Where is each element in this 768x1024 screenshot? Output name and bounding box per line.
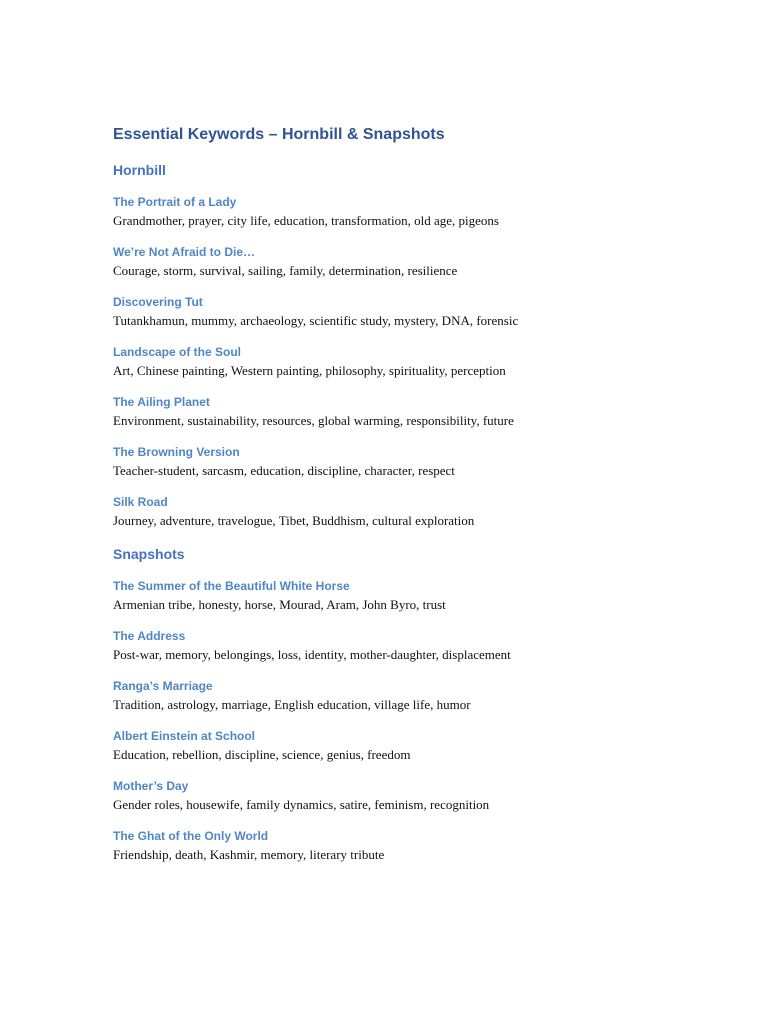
entry-summer-white-horse [113, 577, 713, 615]
entry-discovering-tut [113, 293, 713, 331]
section-hornbill [113, 160, 713, 531]
entry-title: Landscape of the Soul [113, 345, 242, 359]
entry-keywords: Environment, sustainability, resources, global warming, responsibility, future [113, 413, 514, 428]
entry-keywords: Teacher-student, sarcasm, education, discipline, character, respect [113, 463, 455, 478]
section-snapshots [113, 544, 713, 865]
entry-keywords: Friendship, death, Kashmir, memory, literary tribute [113, 847, 385, 862]
entry-title: Ranga’s Marriage [113, 679, 213, 693]
entry-landscape-of-the-soul [113, 343, 713, 381]
section-heading-hornbill: Hornbill [113, 162, 166, 178]
entry-ailing-planet [113, 393, 713, 431]
entry-title: Discovering Tut [113, 295, 203, 309]
entry-title: The Ailing Planet [113, 395, 210, 409]
entry-title: The Browning Version [113, 445, 240, 459]
entry-keywords: Grandmother, prayer, city life, education, transformation, old age, pigeons [113, 213, 499, 228]
entry-keywords: Courage, storm, survival, sailing, family, determination, resilience [113, 263, 458, 278]
entry-title: We’re Not Afraid to Die… [113, 245, 256, 259]
entry-keywords: Gender roles, housewife, family dynamics, satire, feminism, recognition [113, 797, 490, 812]
entry-silk-road [113, 493, 713, 531]
entry-keywords: Tutankhamun, mummy, archaeology, scientific study, mystery, DNA, forensic [113, 313, 519, 328]
section-heading-snapshots: Snapshots [113, 546, 185, 562]
entry-not-afraid-to-die [113, 243, 713, 281]
entry-keywords: Education, rebellion, discipline, science, genius, freedom [113, 747, 411, 762]
entry-title: The Summer of the Beautiful White Horse [113, 579, 350, 593]
document-page [113, 124, 713, 877]
entry-title: The Portrait of a Lady [113, 195, 237, 209]
entry-keywords: Post-war, memory, belongings, loss, identity, mother-daughter, displacement [113, 647, 511, 662]
entry-keywords: Armenian tribe, honesty, horse, Mourad, Aram, John Byro, trust [113, 597, 446, 612]
entry-title: Silk Road [113, 495, 168, 509]
entry-browning-version [113, 443, 713, 481]
entry-the-address [113, 627, 713, 665]
entry-ghat-of-the-only-world [113, 827, 713, 865]
entry-portrait-of-a-lady [113, 193, 713, 231]
document-title: Essential Keywords – Hornbill & Snapshots [113, 126, 445, 143]
entry-mothers-day [113, 777, 713, 815]
entry-title: Albert Einstein at School [113, 729, 256, 743]
entry-rangas-marriage [113, 677, 713, 715]
entry-title: The Ghat of the Only World [113, 829, 269, 843]
entry-keywords: Tradition, astrology, marriage, English education, village life, humor [113, 697, 471, 712]
entry-title: The Address [113, 629, 186, 643]
entry-keywords: Art, Chinese painting, Western painting, philosophy, spirituality, perception [113, 363, 506, 378]
entry-keywords: Journey, adventure, travelogue, Tibet, Buddhism, cultural exploration [113, 513, 475, 528]
entry-albert-einstein-at-school [113, 727, 713, 765]
entry-title: Mother’s Day [113, 779, 189, 793]
